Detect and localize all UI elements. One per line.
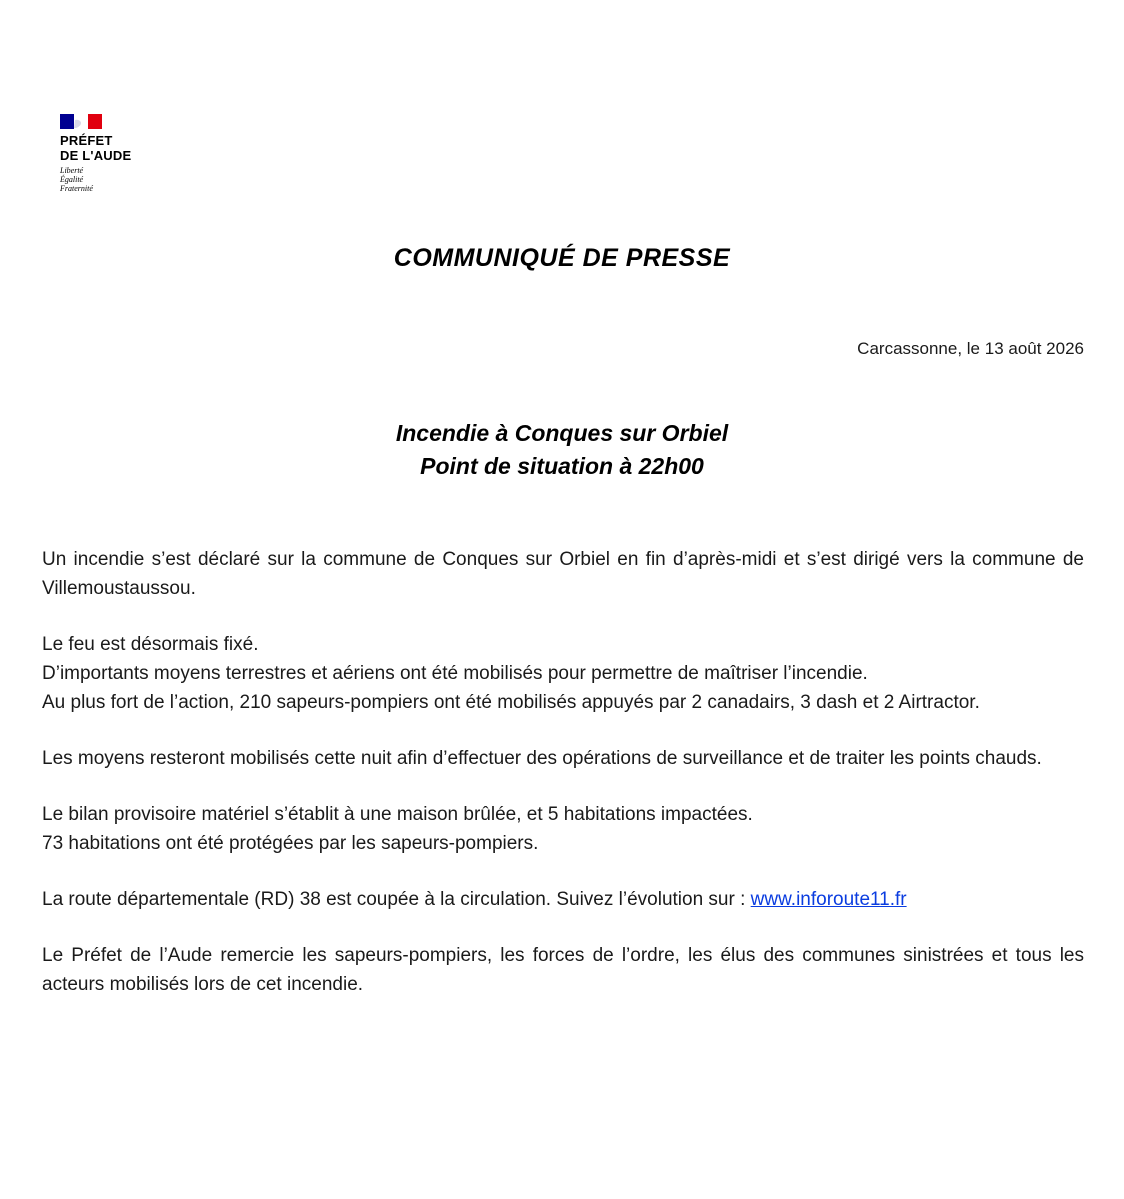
paragraph-thanks: Le Préfet de l’Aude remercie les sapeurs-pompiers, les forces de l’ordre, les élus des communes sinistrées et tous les acteurs mobilisés lors de cet incendie. xyxy=(42,945,1084,995)
paragraph-fire-origin: Un incendie s’est déclaré sur la commune de Conques sur Orbiel en fin d’après-midi et s’est dirigé vers la commune de Villemoustaussou. xyxy=(42,549,1084,599)
fire-fixed-line: Le feu est désormais fixé. xyxy=(42,634,259,655)
firefighters-line: Au plus fort de l’action, 210 sapeurs-pompiers ont été mobilisés appuyés par 2 canadairs, 3 dash et 2 Airtractor. xyxy=(42,692,980,713)
document-type-heading: COMMUNIQUÉ DE PRESSE xyxy=(393,244,731,272)
road-closure-text: La route départementale (RD) 38 est coupée à la circulation. Suivez l’évolution sur : xyxy=(42,889,751,910)
press-release-body xyxy=(42,545,1084,999)
subject-line1: Incendie à Conques sur Orbiel xyxy=(395,420,729,446)
motto-egalite: Égalité xyxy=(60,175,84,184)
protected-homes-line: 73 habitations ont été protégées par les sapeurs-pompiers. xyxy=(42,833,539,854)
republic-motto xyxy=(60,166,180,193)
logo-title xyxy=(60,133,180,163)
paragraph-night-operations: Les moyens resteront mobilisés cette nuit afin d’effectuer des opérations de surveillance et de traiter les points chauds. xyxy=(42,748,1042,769)
paragraph-road-closure xyxy=(42,885,1084,914)
paragraph-damage-report xyxy=(42,800,1084,858)
motto-fraternite: Fraternité xyxy=(60,184,93,193)
resources-line: D’importants moyens terrestres et aériens ont été mobilisés pour permettre de maîtriser l’incendie. xyxy=(42,663,868,684)
subject-line2: Point de situation à 22h00 xyxy=(420,453,704,479)
marianne-flag-icon xyxy=(60,114,102,129)
subject-heading xyxy=(0,417,1124,483)
paragraph-fire-status xyxy=(42,630,1084,717)
logo-title-line2: DE L'AUDE xyxy=(60,148,132,163)
prefecture-logo xyxy=(60,114,180,193)
logo-title-line1: PRÉFET xyxy=(60,133,113,148)
damage-line: Le bilan provisoire matériel s’établit à une maison brûlée, et 5 habitations impactées. xyxy=(42,804,753,825)
inforoute-link[interactable]: www.inforoute11.fr xyxy=(750,889,907,910)
dateline: Carcassonne, le 13 août 2026 xyxy=(857,339,1084,358)
motto-liberte: Liberté xyxy=(60,166,84,175)
